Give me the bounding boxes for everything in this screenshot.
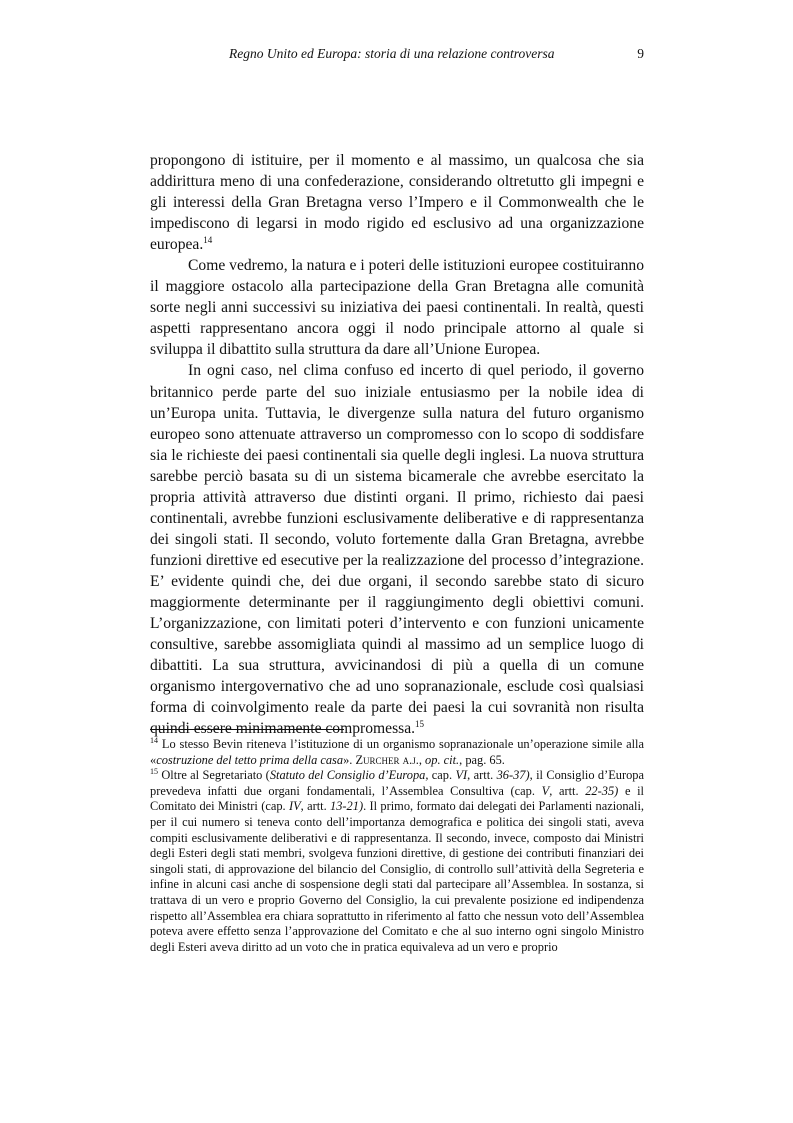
footnote-15-italic-1: Statuto del Consiglio d’Europa, <box>269 768 429 783</box>
footnote-15-text-6: e il Comitato dei Ministri (cap. <box>150 783 644 814</box>
body-text <box>150 150 644 739</box>
footnote-15-text-3: , artt. <box>467 768 497 783</box>
paragraph-3-text: In ogni caso, nel clima confuso ed incerto di quel periodo, il governo britannico perde parte del suo iniziale entusiasmo per la nobile idea di un’Europa unita. Tuttavia, le divergenze sulla natura del futuro organismo europeo sono attenuate attraverso un compromesso con lo scopo di soddisfare sia le richieste dei paesi continentali sia quelle degli inglesi. La nuova struttura sarebbe perciò basata su di un sistema bicamerale che avrebbe esercitato la propria attività attraverso due distinti organi. Il primo, richiesto dai paesi continentali, avrebbe funzioni esclusivamente deliberative e di rappresentanza dei singoli stati. Il secondo, voluto fortemente dalla Gran Bretagna, avrebbe funzioni direttive ed esecutive per la realizzazione del processo d’integrazione. E’ evidente quindi che, dei due organi, il secondo sarebbe stato di sicuro maggiormente determinante per il raggiungimento degli obiettivi comuni. L’organizzazione, con limitati poteri d’intervento e con funzioni unicamente consultive, sarebbe assomigliata quindi al massimo ad un semplice luogo di dibattiti. La sua struttura, avvicinandosi di più a quella di un comune organismo intergovernativo che ad uno sopranazionale, esclude così qualsiasi forma di coinvolgimento reale da parte dei paesi la cui sovranità non risulta quindi essere minimamente compromessa. <box>150 362 644 738</box>
footnote-ref-15: 15 <box>415 719 425 730</box>
footnote-15-italic-5: 22-35) <box>585 783 619 798</box>
footnote-15-text-8: . Il primo, formato dai delegati dei Parlamenti nazionali, per il cui numero si teneva conto dell’importanza demografica e politica dei singoli stati, aveva compiti esclusivamente deliberativi e di rappresentanza. Il secondo, invece, composto dai Ministri degli Esteri degli stati membri, svolgeva funzioni direttive, di gestione dei contributi finanziari dei singoli stati, di approvazione del bilancio del Consiglio, di controllo sull’attività della Segreteria e infine in alcuni casi anche di sospensione degli stati dal partecipare all’Assemblea. In sostanza, si trattava di un vero e proprio Governo del Consiglio, la cui prevalente posizione ed indipendenza rispetto all’Assemblea era chiara soprattutto in riferimento al fatto che nessun voto dell’Assemblea poteva avere effetto senza l’approvazione del Comitato e che al suo interno ogni singolo Ministro degli Esteri aveva diritto ad un voto che in pratica equivaleva ad un vero e proprio <box>150 799 645 954</box>
footnote-14-text-1: Lo stesso Bevin riteneva l’istituzione di un organismo sopranazionale un’operazione simile alla « <box>150 737 644 767</box>
footnote-15-text-7: , artt. <box>300 799 331 814</box>
footnotes <box>150 737 644 955</box>
footnote-14-text-3: , <box>418 752 426 767</box>
footnote-ref-14: 14 <box>203 235 213 246</box>
footnote-15-text-5: , artt. <box>549 783 586 798</box>
footnote-15-text-4: , il Consiglio d’Europa prevedeva infatti due organi fondamentali, l’Assemblea Consultiva (cap. <box>150 768 644 798</box>
footnote-14-author: Zurcher a.j. <box>355 752 419 767</box>
paragraph-1-text: propongono di istituire, per il momento e al massimo, un qualcosa che sia addirittura meno di una confederazione, considerando oltretutto gli impegni e gli interessi della Gran Bretagna verso l’Impero e il Commonwealth che le impediscono di legarsi in modo rigido ed esclusivo ad una organizzazione europea. <box>150 152 644 254</box>
footnote-15-italic-3: 36-37) <box>496 768 530 783</box>
running-header <box>150 46 644 68</box>
footnote-14-quote: costruzione del tetto prima della casa <box>156 752 344 767</box>
footnote-15-italic-7: 13-21) <box>330 799 364 814</box>
paragraph-2 <box>150 255 644 360</box>
footnote-14 <box>150 737 644 768</box>
footnote-15-italic-6: IV <box>288 799 301 814</box>
footnote-14-opcit: op. cit. <box>425 752 460 767</box>
footnote-15-italic-2: VI <box>455 768 468 783</box>
footnote-separator <box>150 729 344 730</box>
footnote-14-number: 14 <box>150 736 158 745</box>
footnote-15-number: 15 <box>150 767 158 777</box>
paragraph-3 <box>150 360 644 739</box>
paragraph-2-text: Come vedremo, la natura e i poteri delle istituzioni europee costituiranno il maggiore ostacolo alla partecipazione della Gran Bretagna alle comunità sorte negli anni successivi su iniziativa dei paesi continentali. In realtà, questi aspetti rappresentano ancora oggi il nodo principale attorno al quale si sviluppa il dibattito sulla struttura da dare all’Unione Europea. <box>150 257 644 359</box>
footnote-15 <box>150 768 644 955</box>
footnote-14-text-4: , pag. 65. <box>459 752 505 767</box>
page-number: 9 <box>637 46 644 61</box>
footnote-15-text-2: cap. <box>428 768 456 783</box>
footnote-15-italic-4: V <box>541 783 550 798</box>
running-title: Regno Unito ed Europa: storia di una relazione controversa <box>229 46 555 61</box>
footnote-14-text-2: ». <box>343 752 356 767</box>
paragraph-1 <box>150 150 644 255</box>
footnote-15-text-1: Oltre al Segretariato ( <box>158 768 270 783</box>
